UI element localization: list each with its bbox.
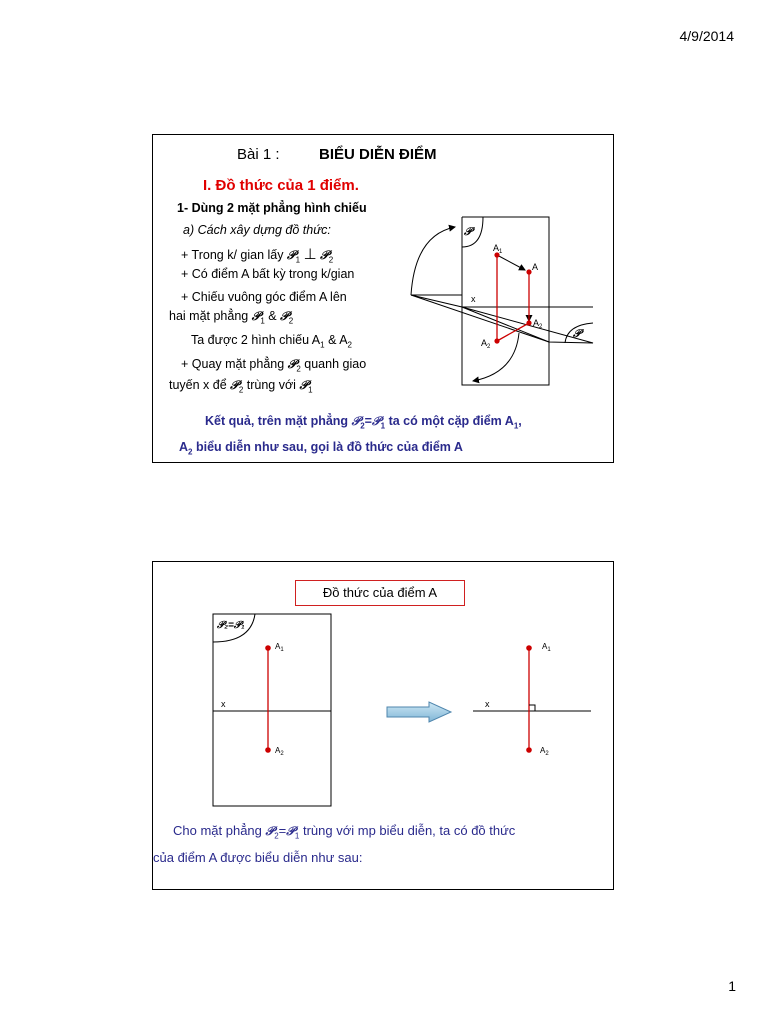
projection-diagram: [153, 135, 613, 462]
left-point-a2: [265, 747, 271, 753]
text-line-5: Ta được 2 hình chiếu $A_1$ & $A_2$: [191, 333, 352, 350]
label-a2: $A_2$: [533, 318, 543, 330]
left-plane-label: 𝒫₂=𝒫₁: [217, 620, 245, 631]
slide-1: [152, 134, 614, 463]
slide-title: BIỂU DIỄN ĐIỂM: [319, 146, 437, 163]
left-point-a1: [265, 645, 271, 651]
epure-title: Đồ thức của điểm A: [295, 580, 465, 606]
text-line-6: + Quay mặt phẳng 𝒫$_2$ quanh giao: [181, 357, 367, 374]
step-a: a) Cách xây dựng đồ thức:: [183, 223, 331, 237]
right-label-x: x: [485, 699, 490, 709]
projection-line-a1: [497, 255, 525, 270]
plane-p2-label: 𝒫: [573, 328, 581, 340]
right-point-a1: [526, 645, 532, 651]
left-frame: [213, 614, 331, 806]
transform-arrow: [387, 702, 451, 722]
label-a2-rotated: $A_2$: [481, 338, 491, 350]
text-line-1: + Trong k/ gian lấy 𝒫$_1$ ⊥ 𝒫$_2$: [181, 246, 334, 265]
right-label-a2: $A_2$: [540, 746, 549, 757]
left-label-a2: $A_2$: [275, 746, 284, 757]
date-label: 4/9/2014: [679, 28, 734, 44]
left-label-x: x: [221, 699, 226, 709]
point-a2-rotated: [494, 338, 499, 343]
result-text: Kết quả, trên mặt phẳng 𝒫$_2$=𝒫$_1$ ta có một cặp điểm $A_1$, $A_2$ biểu diễn như sau, gọi là đồ thức của điểm A: [179, 414, 522, 456]
slide-2: [152, 561, 614, 890]
page-number: 1: [728, 978, 736, 994]
label-a1: $A_1$: [493, 243, 503, 255]
text-line-2: + Có điểm A bất kỳ trong k/gian: [181, 267, 355, 281]
lesson-label: Bài 1 :: [237, 146, 280, 163]
subheading: 1- Dùng 2 mặt phẳng hình chiếu: [177, 201, 367, 215]
rotate-arrow-up: [411, 227, 455, 295]
text-line-7: tuyến x để 𝒫$_2$ trùng với 𝒫$_1$: [169, 378, 313, 395]
horizontal-plane: [411, 295, 593, 343]
section-heading: I. Đồ thức của 1 điểm.: [203, 177, 359, 194]
right-label-a1: $A_1$: [542, 642, 551, 653]
point-a2-horizontal: [526, 320, 531, 325]
epure-diagrams: [153, 562, 613, 812]
label-x: x: [471, 294, 476, 304]
epure-caption: Cho mặt phẳng 𝒫$_2$=𝒫$_1$ trùng với mp biểu diễn, ta có đồ thức của điểm A được biểu diễn như sau:: [153, 823, 516, 865]
right-point-a2: [526, 747, 532, 753]
label-a: A: [532, 262, 539, 272]
plane-p1-label: 𝒫: [464, 226, 472, 238]
point-a: [526, 269, 531, 274]
left-label-a1: $A_1$: [275, 642, 284, 653]
right-angle-mark: [529, 705, 535, 711]
text-line-3: + Chiếu vuông góc điểm A lên: [181, 290, 347, 304]
text-line-4: hai mặt phẳng 𝒫$_1$ & 𝒫$_2$: [169, 309, 294, 326]
